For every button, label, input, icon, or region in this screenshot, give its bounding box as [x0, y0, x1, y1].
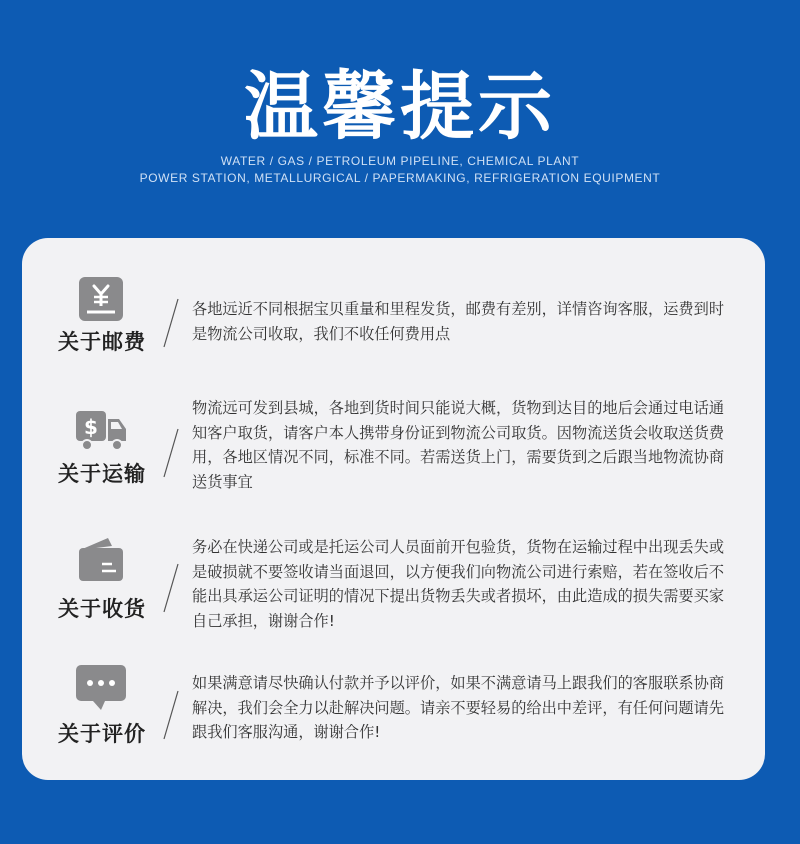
notice-card — [22, 238, 765, 780]
delivery-truck-icon — [75, 407, 127, 453]
section-text: 务必在快递公司或是托运公司人员面前开包验货，货物在运输过程中出现丢失或是破损就不要签收请当面退回，以方便我们向物流公司进行索赔，若在签收后不能出具承运公司证明的情况下提出货物丢失或者损坏，由此造成的损失需要买家自己承担，谢谢合作! — [192, 538, 724, 630]
section-text: 各地远近不同根据宝贝重量和里程发货，邮费有差别，详情咨询客服，运费到时是物流公司收取，我们不收任何费用点 — [192, 300, 724, 343]
section-label: 关于运输 — [58, 462, 146, 486]
chat-bubble-icon — [75, 664, 127, 710]
section-label: 关于评价 — [58, 722, 146, 746]
divider-slash — [162, 428, 180, 478]
section-text: 物流远可发到县城，各地到货时间只能说大概，货物到达目的地后会通过电话通知客户取货，请客户本人携带身份证到物流公司取货。因物流送货会收取送货费用，各地区情况不同，标准不同。若需送货上门，需要货到之后跟当地物流协商送货事宜 — [192, 399, 724, 491]
wallet-icon — [78, 536, 124, 582]
section-text: 如果满意请尽快确认付款并予以评价，如果不满意请马上跟我们的客服联系协商解决，我们会全力以赴解决问题。请亲不要轻易的给出中差评，有任何问题请先跟我们客服沟通，谢谢合作! — [192, 674, 724, 741]
yen-receipt-icon — [78, 276, 124, 322]
subtitle-line-1: WATER / GAS / PETROLEUM PIPELINE, CHEMICAL PLANT — [220, 154, 580, 168]
divider-slash — [162, 298, 180, 348]
subtitle-line-2: POWER STATION, METALLURGICAL / PAPERMAKING, REFRIGERATION EQUIPMENT — [139, 171, 661, 185]
section-label: 关于收货 — [58, 597, 146, 621]
divider-slash — [162, 563, 180, 613]
section-label: 关于邮费 — [58, 330, 146, 354]
divider-slash — [162, 690, 180, 740]
svg-text:$: $ — [84, 415, 98, 439]
page-title: 温馨提示 — [244, 64, 556, 150]
